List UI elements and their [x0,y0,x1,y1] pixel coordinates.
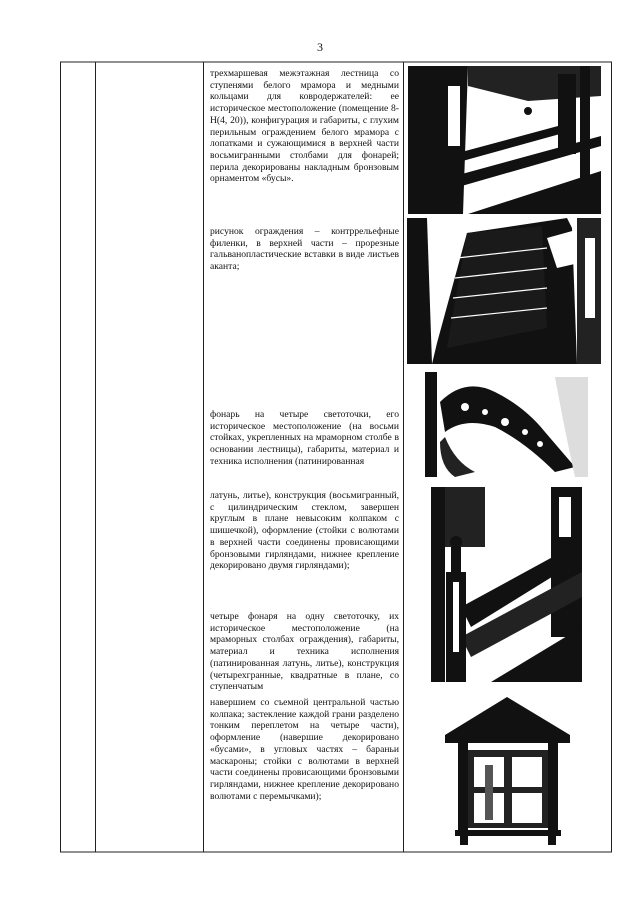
paragraph-balustrade: рисунок ограждения – контррельефные филенки, в верхней части – прорезные гальванопластические вставки в виде листьев аканта; [210,226,399,273]
table-cell-description [210,490,399,572]
table-cell-description [210,68,399,185]
table-cell-description [210,611,399,693]
single-lantern-photo [440,695,575,845]
lantern-bracket-photo [425,372,588,477]
table-cell-description [210,409,399,468]
table-cell-description [210,697,399,802]
stair-lantern-photo [431,487,582,682]
table-cell-description [210,226,399,273]
paragraph-lantern-four-lights: фонарь на четыре светоточки, его историческое местоположение (на восьми стойках, укрепленных на мраморном столбе в основании лестницы), габариты, материал и техника исполнения (патинированная [210,409,399,467]
paragraph-four-lanterns-details: навершием со съемной центральной частью колпака; застекление каждой грани разделено тонким переплетом на четыре части), оформление (навершие декорировано «бусами», в угловых частях – бараньи маскароны; стойки с волютами в верхней части соединены провисающими бронзовыми гирляндами, нижнее крепление декорировано волютами с перемычками); [210,697,399,802]
page-number: 3 [317,40,323,54]
paragraph-lantern-materials: латунь, литье), конструкция (восьмигранный, с цилиндрическим стеклом, завершен круглым в плане невысоким колпаком с шишечкой), оформление (стойки с волютами в верхней части соединены провисающими бронзовыми гирляндами, нижнее крепление декорировано двумя гирляндами); [210,490,399,572]
paragraph-four-lanterns: четыре фонаря на одну светоточку, их историческое местоположение (на мраморных столбах ограждения), габариты, материал и техника исполнения (патинированная латунь, литье), конструкция (четырехгранные, квадратные в плане, со ступенчатым [210,611,399,693]
staircase-photo [408,66,601,214]
balustrade-photo [407,218,601,364]
paragraph-staircase: трехмаршевая межэтажная лестница со ступенями белого мрамора и медными кольцами для ковродержателей: ее историческое местоположение (помещение 8-Н(4, 20)), конфигурация и габариты, с глухим перильным ограждением белого мрамора с лопатками и сужающимися в верхней части восьмигранными столбами для фонарей; перила декорированы накладным бронзовым орнаментом «бусы». [210,68,399,185]
